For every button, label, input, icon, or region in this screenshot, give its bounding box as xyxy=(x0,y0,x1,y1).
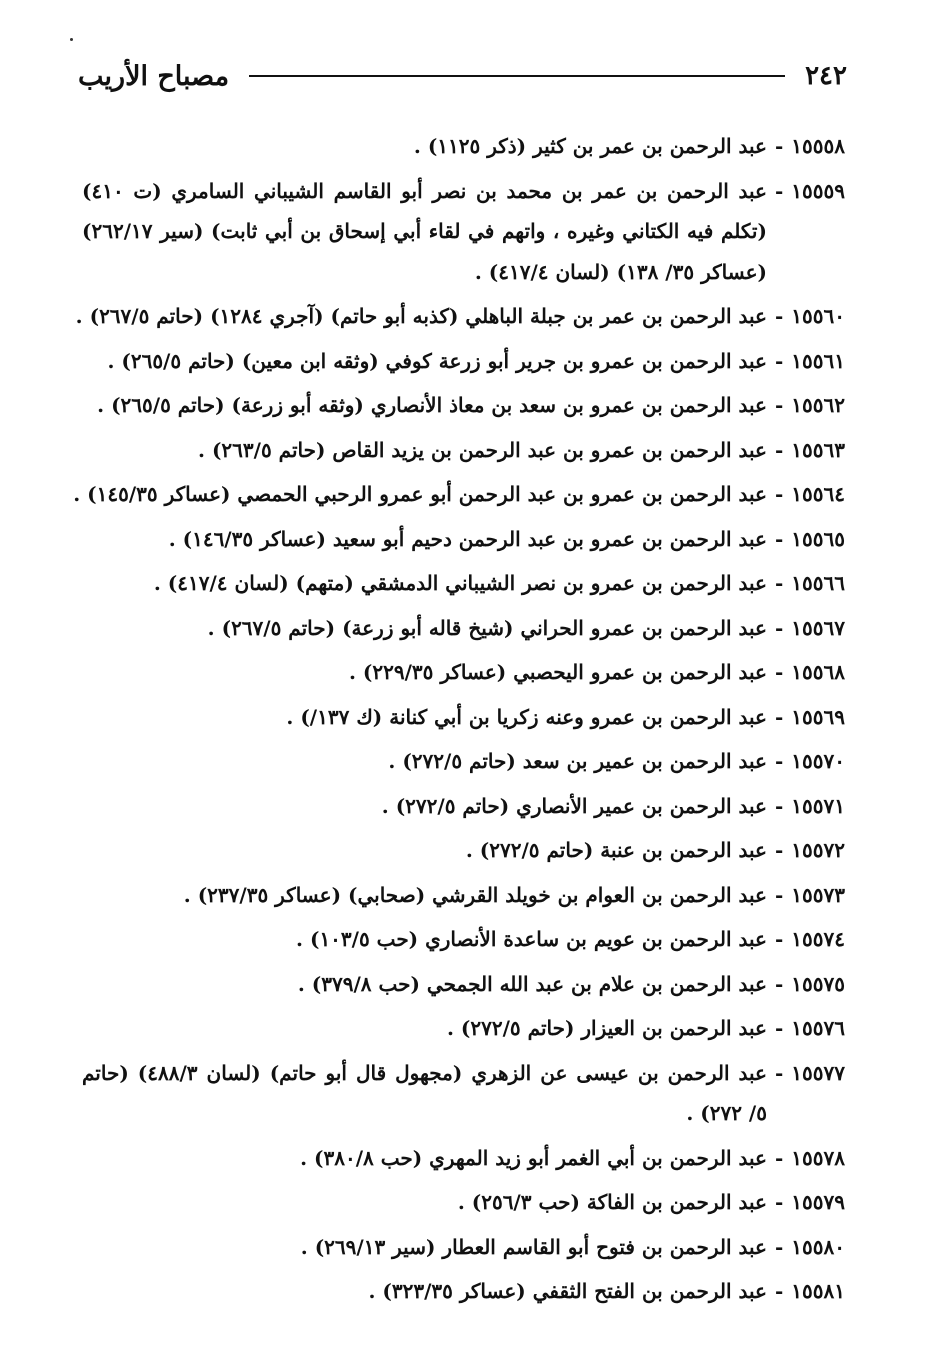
entry-text: عبد الرحمن بن العوام بن خويلد القرشي (صحابي) (عساكر ٢٣٧/٣٥) . xyxy=(183,882,767,907)
entry-number: ١٥٥٨١ xyxy=(791,1279,845,1303)
entry-number: ١٥٥٥٨ xyxy=(791,134,845,158)
entry-text: عبد الرحمن بن علام بن عبد الله الجمحي (حب ٣٧٩/٨) . xyxy=(297,971,767,996)
list-item xyxy=(73,474,845,519)
page-number: ٢٤٢ xyxy=(805,61,847,91)
list-item xyxy=(82,697,845,742)
entry-dash: - xyxy=(774,1279,784,1303)
entry-dash: - xyxy=(774,304,784,328)
entry-dash: - xyxy=(774,704,784,729)
list-item xyxy=(82,1053,845,1134)
entry-dash: - xyxy=(774,615,784,640)
running-title: مصباح الأريب xyxy=(78,60,230,92)
entry-text: عبد الرحمن بن فتوح أبو القاسم العطار (سير ٢٦٩/١٣) . xyxy=(300,1234,767,1259)
entry-number: ١٥٥٧٩ xyxy=(791,1190,845,1214)
entry-number: ١٥٥٧١ xyxy=(791,793,845,818)
entry-number: ١٥٥٧٠ xyxy=(791,749,845,773)
list-item xyxy=(82,171,845,293)
entry-number: ١٥٥٦٩ xyxy=(791,704,845,729)
entry-number: ١٥٥٧٦ xyxy=(791,1016,845,1040)
list-item xyxy=(82,519,845,564)
entry-text: عبد الرحمن بن عمرو بن عبد الرحمن بن يزيد القاص (حاتم ٢٦٣/٥) . xyxy=(198,437,767,462)
entry-text: عبد الرحمن بن عنبة (حاتم ٢٧٢/٥) . xyxy=(465,838,767,862)
entry-text: عبد الرحمن بن عمير بن سعد (حاتم ٢٧٢/٥) . xyxy=(388,749,767,773)
entry-text: عبد الرحمن بن عمرو بن جرير أبو زرعة كوفي (وثقه ابن معين) (حاتم ٢٦٥/٥) . xyxy=(107,348,767,373)
entry-dash: - xyxy=(774,793,784,818)
entry-number: ١٥٥٦٦ xyxy=(791,571,845,595)
list-item xyxy=(82,919,845,964)
entry-dash: - xyxy=(774,437,784,462)
list-item xyxy=(82,741,845,786)
entry-dash: - xyxy=(774,348,784,373)
entry-number: ١٥٥٦٥ xyxy=(791,526,845,551)
entry-dash: - xyxy=(774,1234,784,1259)
list-item xyxy=(82,830,845,875)
entry-dash: - xyxy=(774,482,784,506)
entry-dash: - xyxy=(774,660,784,684)
entry-dash: - xyxy=(774,838,784,862)
entry-number: ١٥٥٧٥ xyxy=(791,971,845,996)
list-item xyxy=(82,875,845,920)
list-item xyxy=(82,1138,845,1183)
page-header xyxy=(78,54,847,98)
list-item xyxy=(82,652,845,697)
entry-text: عبد الرحمن بن عمر بن كثير (ذكر ١١٢٥) . xyxy=(413,134,767,158)
entry-number: ١٥٥٧٨ xyxy=(791,1145,845,1170)
entry-text: عبد الرحمن بن الفاكة (حب ٢٥٦/٣) . xyxy=(457,1190,767,1214)
header-rule xyxy=(249,75,785,77)
entry-list xyxy=(73,126,845,1316)
entry-dash: - xyxy=(774,1145,784,1170)
list-item xyxy=(75,296,845,341)
list-item xyxy=(82,608,845,653)
list-item xyxy=(82,1008,845,1053)
entry-number: ١٥٥٦٧ xyxy=(791,615,845,640)
entry-dash: - xyxy=(774,927,784,951)
entry-dash: - xyxy=(774,1016,784,1040)
entry-dash: - xyxy=(774,971,784,996)
entry-text: عبد الرحمن بن عمرو بن عبد الرحمن أبو عمرو الرحبي الحمصي (عساكر ١٤٥/٣٥) . xyxy=(73,482,767,506)
entry-text: عبد الرحمن بن عمر بن جبلة الباهلي (كذبه أبو حاتم) (آجري ١٢٨٤) (حاتم ٢٦٧/٥) . xyxy=(75,304,767,328)
entry-number: ١٥٥٦٤ xyxy=(791,482,845,506)
entry-text: عبد الرحمن بن عمرو الحراني (شيخ قاله أبو زرعة) (حاتم ٢٦٧/٥) . xyxy=(207,615,767,640)
entry-dash: - xyxy=(774,393,784,417)
entry-number: ١٥٥٨٠ xyxy=(791,1234,845,1259)
entry-text: عبد الرحمن بن عمرو بن نصر الشيباني الدمشقي (متهم) (لسان ٤١٧/٤) . xyxy=(153,571,767,595)
list-item xyxy=(82,341,845,386)
entry-number: ١٥٥٧٣ xyxy=(791,882,845,907)
entry-dash: - xyxy=(774,749,784,773)
entry-dash: - xyxy=(774,1060,784,1085)
entry-number: ١٥٥٦٨ xyxy=(791,660,845,684)
entry-text: عبد الرحمن بن عمر بن محمد بن نصر أبو القاسم الشيباني السامري (ت ٤١٠) (تكلم فيه الكتاني وغيره ، واتهم في لقاء أبي إسحاق بن أبي ثابت) (سير ٢٦٢/١٧) (عساكر ٣٥/ ١٣٨) (لسان ٤١٧/٤) . xyxy=(82,178,767,284)
entry-text: عبد الرحمن بن أبي الغمر أبو زيد المهري (حب ٣٨٠/٨) . xyxy=(300,1145,767,1170)
entry-number: ١٥٥٧٢ xyxy=(791,838,845,862)
entry-dash: - xyxy=(774,882,784,907)
entry-dash: - xyxy=(774,1190,784,1214)
entry-text: عبد الرحمن بن عيسى عن الزهري (مجهول قال أبو حاتم) (لسان ٤٨٨/٣) (حاتم ٥/ ٢٧٢) . xyxy=(82,1060,767,1125)
list-item xyxy=(82,563,845,608)
entry-number: ١٥٥٦٢ xyxy=(791,393,845,417)
entry-number: ١٥٥٥٩ xyxy=(791,178,845,203)
entry-number: ١٥٥٦٣ xyxy=(791,437,845,462)
list-item xyxy=(82,385,845,430)
entry-text: عبد الرحمن بن عمرو وعنه زكريا بن أبي كنانة (ك ١٣٧/) . xyxy=(286,704,767,729)
entry-text: عبد الرحمن بن عمير الأنصاري (حاتم ٢٧٢/٥) . xyxy=(381,793,767,818)
list-item xyxy=(82,126,845,171)
entry-text: عبد الرحمن بن عمرو بن سعد بن معاذ الأنصاري (وثقه أبو زرعة) (حاتم ٢٦٥/٥) . xyxy=(97,393,767,417)
entry-number: ١٥٥٧٧ xyxy=(791,1060,845,1085)
list-item xyxy=(82,430,845,475)
entry-text: عبد الرحمن بن الفتح الثقفي (عساكر ٣٢٣/٣٥) . xyxy=(368,1279,767,1303)
entry-text: عبد الرحمن بن عمرو اليحصبي (عساكر ٢٢٩/٣٥) . xyxy=(348,660,767,684)
list-item xyxy=(82,786,845,831)
entry-dash: - xyxy=(774,571,784,595)
scan-speck xyxy=(70,38,73,41)
list-item xyxy=(82,1271,845,1316)
entry-number: ١٥٥٦٠ xyxy=(791,304,845,328)
entry-number: ١٥٥٦١ xyxy=(791,348,845,373)
entry-number: ١٥٥٧٤ xyxy=(791,927,845,951)
entry-dash: - xyxy=(774,178,784,203)
entry-text: عبد الرحمن بن عمرو بن عبد الرحمن دحيم أبو سعيد (عساكر ١٤٦/٣٥) . xyxy=(168,526,767,551)
entry-text: عبد الرحمن بن العيزار (حاتم ٢٧٢/٥) . xyxy=(447,1016,767,1040)
list-item xyxy=(82,1182,845,1227)
entry-dash: - xyxy=(774,134,784,158)
entry-text: عبد الرحمن بن عويم بن ساعدة الأنصاري (حب ١٠٣/٥) . xyxy=(296,927,767,951)
list-item xyxy=(82,1227,845,1272)
list-item xyxy=(82,964,845,1009)
entry-dash: - xyxy=(774,526,784,551)
